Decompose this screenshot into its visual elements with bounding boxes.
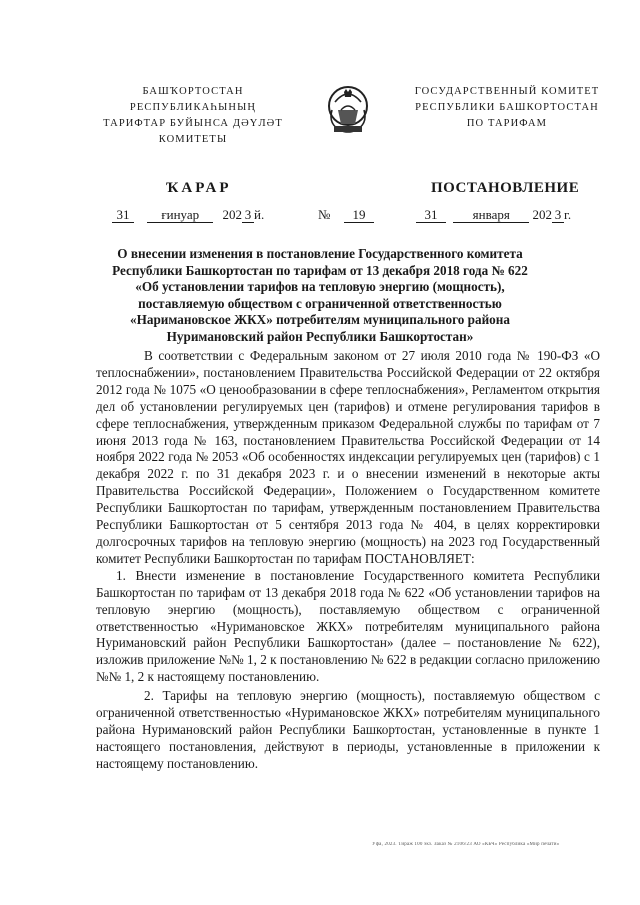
date-right-month: января	[453, 207, 529, 223]
date-right	[416, 207, 571, 223]
date-right-day: 31	[416, 207, 446, 223]
date-left-year-digit: 3	[242, 207, 254, 223]
date-left-day: 31	[112, 207, 134, 223]
document-body	[96, 348, 600, 773]
header-right-line-2: РЕСПУБЛИКИ БАШКОРТОСТАН	[415, 102, 599, 113]
title-line-5: «Наримановское ЖКХ» потребителям муниципального района	[130, 312, 510, 328]
bashkortostan-emblem-icon	[324, 80, 372, 138]
doc-number-sign: №	[318, 207, 331, 222]
date-right-year-prefix: 202	[532, 207, 552, 222]
doc-type-bashkir: ҠАРАР	[166, 180, 232, 196]
body-paragraph-item-2: 2. Тарифы на тепловую энергию (мощность), поставляемую обществом с ограниченной ответственностью «Нуримановское ЖКХ» потребителям муниципального района Нуримановский район Республики Башкортостан, установленные в пункте 1 настоящего постановления, действуют в периоды, установленные в приложении к настоящему постановлению.	[96, 688, 600, 771]
body-paragraph-preamble: В соответствии с Федеральным законом от 27 июля 2010 года № 190-ФЗ «О теплоснабжении», постановлением Правительства Российской Федерации от 22 октября 2012 года № 1075 «О ценообразовании в сфере теплоснабжения», Регламентом открытия дел об установлении регулируемых цен (тарифов) и отмене регулирования тарифов в сфере теплоснабжения, утвержденным приказом Федеральной службы по тарифам от 7 июня 2013 года № 163, постановлением Правительства Российской Федерации от 14 ноября 2022 года № 2053 «Об особенностях индексации регулируемых цен (тарифов) с 1 декабря 2022 г. по 31 декабря 2023 г. и о внесении изменений в некоторые акты Правительства Российской Федерации», Положением о Государственном комитете Республики Башкортостан по тарифам, утвержденным постановлением Правительства Республики Башкортостан от 5 сентября 2013 года № 404, в целях корректировки долгосрочных тарифов на тепловую энергию (мощность) на 2023 год Государственный комитет Республики Башкортостан по тарифам ПОСТАНОВЛЯЕТ:	[96, 348, 600, 566]
header-right-line-1: ГОСУДАРСТВЕННЫЙ КОМИТЕТ	[414, 86, 600, 97]
title-line-3: «Об установлении тарифов на тепловую энергию (мощность),	[135, 279, 505, 295]
header-right-russian	[392, 84, 622, 132]
document-title	[96, 246, 544, 346]
header-left-bashkir	[78, 84, 308, 148]
title-line-2: Республики Башкортостан по тарифам от 13 декабря 2018 года № 622	[112, 262, 528, 278]
title-line-4: поставляемую обществом с ограниченной ответственностью	[138, 295, 502, 311]
header-left-line-1: БАШҠОРТОСТАН РЕСПУБЛИКАҺЫНЫҢ	[129, 86, 257, 113]
print-footer: Уфа, 2023. Тираж 100 экз. Заказ № 2106/23 АО «КБЧ» Республика «Мир печати»	[372, 842, 560, 847]
header-left-line-2: ТАРИФТАР БУЙЫНСА ДӘҮЛӘТ	[103, 118, 283, 129]
date-left	[112, 207, 264, 223]
date-right-year-digit: 3	[552, 207, 564, 223]
body-paragraph-item-1: 1. Внести изменение в постановление Государственного комитета Республики Башкортостан по тарифам от 13 декабря 2018 года № 622 «Об установлении тарифов на тепловую энергию (мощность), поставляемую обществом с ограниченной ответственностью «Нуримановское ЖКХ» потребителям муниципального района Нуримановский район Республики Башкортостан» (далее – постановление № 622), изложив приложение №№ 1, 2 к постановлению № 622 в редакции согласно приложению №№ 1, 2 к настоящему постановлению.	[96, 567, 600, 685]
header-right-line-3: ПО ТАРИФАМ	[466, 118, 548, 129]
date-left-month: ғинуар	[147, 207, 213, 223]
header-left-line-3: КОМИТЕТЫ	[158, 134, 228, 145]
date-left-year-prefix: 202	[222, 207, 242, 222]
doc-number-wrap	[344, 207, 374, 223]
date-left-year-suffix: й.	[254, 207, 265, 222]
title-line-1: О внесении изменения в постановление Государственного комитета	[117, 246, 523, 261]
date-right-year-suffix: г.	[564, 207, 572, 222]
title-line-6: Нуримановский район Республики Башкортостан»	[166, 328, 474, 344]
doc-number: 19	[344, 207, 374, 223]
doc-type-russian: ПОСТАНОВЛЕНИЕ	[431, 180, 580, 196]
